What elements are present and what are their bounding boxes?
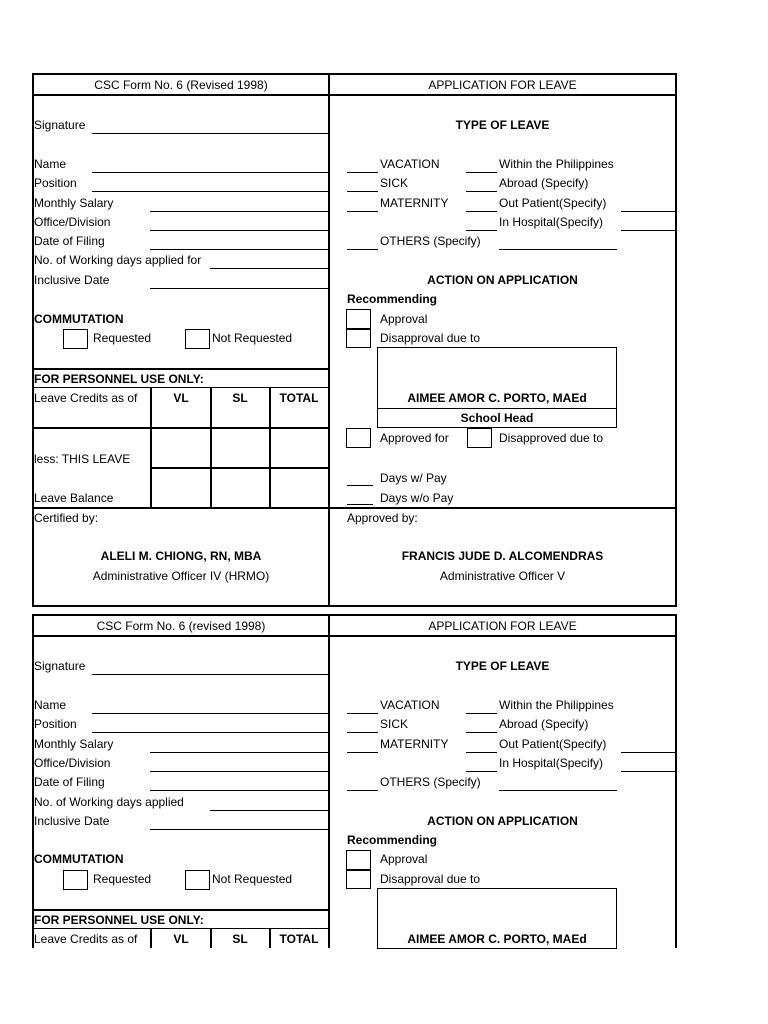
disapproval-checkbox[interactable] bbox=[346, 870, 371, 889]
sl-header: SL bbox=[232, 391, 248, 405]
position-line[interactable] bbox=[92, 191, 328, 192]
date-of-filing-label: Date of Filing bbox=[34, 234, 105, 248]
form2-total-col-left bbox=[269, 928, 271, 948]
disapproval-label: Disapproval due to bbox=[380, 872, 481, 886]
working-days-line[interactable] bbox=[210, 810, 328, 811]
commutation-title: COMMUTATION bbox=[34, 312, 124, 326]
others-label: OTHERS (Specify) bbox=[380, 234, 481, 248]
requested-label: Requested bbox=[93, 872, 152, 886]
inclusive-date-label: Inclusive Date bbox=[34, 273, 110, 287]
name-line[interactable] bbox=[92, 713, 328, 714]
sl-col-left bbox=[210, 387, 212, 508]
form2-top bbox=[32, 614, 677, 616]
certifier-name: ALELI M. CHIONG, RN, MBA bbox=[100, 549, 262, 563]
vl-header: VL bbox=[173, 391, 189, 405]
days-without-pay-blank[interactable] bbox=[347, 504, 373, 505]
form2-title: APPLICATION FOR LEAVE bbox=[428, 619, 577, 633]
school-head-name: AIMEE AMOR C. PORTO, MAEd bbox=[407, 932, 587, 946]
inclusive-date-line[interactable] bbox=[150, 288, 328, 289]
maternity-label: MATERNITY bbox=[380, 737, 449, 751]
approval-checkbox[interactable] bbox=[346, 309, 371, 329]
not-requested-checkbox[interactable] bbox=[185, 329, 210, 349]
inclusive-date-line[interactable] bbox=[150, 829, 328, 830]
form2-sl-col-left bbox=[210, 928, 212, 948]
days-without-pay-label: Days w/o Pay bbox=[380, 491, 454, 505]
abroad-blank[interactable] bbox=[466, 732, 497, 733]
position-line[interactable] bbox=[92, 732, 328, 733]
out-patient-specify-line[interactable] bbox=[621, 211, 675, 212]
within-ph-label: Within the Philippines bbox=[499, 157, 614, 171]
working-days-label: No. of Working days applied for bbox=[34, 253, 202, 267]
certified-by-label: Certified by: bbox=[34, 511, 99, 525]
vl-header: VL bbox=[173, 932, 189, 946]
monthly-salary-label: Monthly Salary bbox=[34, 196, 114, 210]
not-requested-label: Not Requested bbox=[212, 872, 293, 886]
maternity-label: MATERNITY bbox=[380, 196, 449, 210]
recommending-label: Recommending bbox=[347, 833, 438, 847]
vl-col-left bbox=[150, 387, 152, 508]
approval-label: Approval bbox=[380, 312, 428, 326]
less-row-rule bbox=[150, 467, 330, 469]
date-of-filing-line[interactable] bbox=[150, 790, 328, 791]
not-requested-checkbox[interactable] bbox=[185, 870, 210, 890]
total-header: TOTAL bbox=[279, 391, 319, 405]
in-hospital-specify-line[interactable] bbox=[621, 230, 675, 231]
abroad-label: Abroad (Specify) bbox=[499, 176, 589, 190]
personnel-rule bbox=[32, 387, 330, 388]
column-divider bbox=[328, 73, 330, 607]
in-hospital-label: In Hospital(Specify) bbox=[499, 215, 604, 229]
header-rule bbox=[32, 94, 677, 96]
others-blank[interactable] bbox=[347, 790, 378, 791]
sick-blank[interactable] bbox=[347, 191, 378, 192]
action-title: ACTION ON APPLICATION bbox=[427, 814, 578, 828]
disapproved-due-label: Disapproved due to bbox=[499, 431, 604, 445]
sick-label: SICK bbox=[380, 717, 409, 731]
date-of-filing-line[interactable] bbox=[150, 249, 328, 250]
working-days-line[interactable] bbox=[210, 268, 328, 269]
school-head-rule bbox=[377, 408, 617, 409]
office-division-label: Office/Division bbox=[34, 756, 111, 770]
maternity-blank[interactable] bbox=[347, 752, 378, 753]
form2-right bbox=[675, 614, 677, 948]
form2-personnel-rule bbox=[32, 928, 330, 929]
out-patient-label: Out Patient(Specify) bbox=[499, 737, 607, 751]
leave-balance-label: Leave Balance bbox=[34, 491, 114, 505]
approved-by-label: Approved by: bbox=[347, 511, 418, 525]
date-of-filing-label: Date of Filing bbox=[34, 775, 105, 789]
disapproval-label: Disapproval due to bbox=[380, 331, 481, 345]
out-patient-blank[interactable] bbox=[466, 211, 497, 212]
name-label: Name bbox=[34, 698, 67, 712]
school-head-title: School Head bbox=[460, 411, 534, 425]
credits-row-rule bbox=[32, 427, 330, 429]
disapproval-checkbox[interactable] bbox=[346, 329, 371, 348]
vacation-label: VACATION bbox=[380, 698, 440, 712]
sick-label: SICK bbox=[380, 176, 409, 190]
form-title: APPLICATION FOR LEAVE bbox=[428, 78, 577, 92]
out-patient-specify-line[interactable] bbox=[621, 752, 675, 753]
office-division-line[interactable] bbox=[150, 771, 328, 772]
sl-header: SL bbox=[232, 932, 248, 946]
vacation-blank[interactable] bbox=[347, 172, 378, 173]
inclusive-date-label: Inclusive Date bbox=[34, 814, 110, 828]
monthly-salary-line[interactable] bbox=[150, 752, 328, 753]
total-header: TOTAL bbox=[279, 932, 319, 946]
approved-for-checkbox[interactable] bbox=[346, 428, 371, 448]
sick-blank[interactable] bbox=[347, 732, 378, 733]
personnel-title: FOR PERSONNEL USE ONLY: bbox=[34, 372, 204, 386]
others-specify-line[interactable] bbox=[499, 790, 617, 791]
total-col-left bbox=[269, 387, 271, 508]
recommending-label: Recommending bbox=[347, 292, 438, 306]
within-ph-label: Within the Philippines bbox=[499, 698, 614, 712]
days-with-pay-blank[interactable] bbox=[347, 485, 373, 486]
requested-label: Requested bbox=[93, 331, 152, 345]
monthly-salary-line[interactable] bbox=[150, 211, 328, 212]
others-blank[interactable] bbox=[347, 249, 378, 250]
requested-checkbox[interactable] bbox=[63, 329, 88, 349]
signature-label: Signature bbox=[34, 659, 86, 673]
abroad-label: Abroad (Specify) bbox=[499, 717, 589, 731]
form2-personnel-top-rule bbox=[32, 909, 330, 911]
vacation-label: VACATION bbox=[380, 157, 440, 171]
others-specify-line[interactable] bbox=[499, 249, 617, 250]
working-days-label: No. of Working days applied bbox=[34, 795, 184, 809]
less-this-leave-label: less: THIS LEAVE bbox=[34, 452, 131, 466]
maternity-blank[interactable] bbox=[347, 211, 378, 212]
approver-name: FRANCIS JUDE D. ALCOMENDRAS bbox=[401, 549, 604, 563]
name-label: Name bbox=[34, 157, 67, 171]
name-line[interactable] bbox=[92, 172, 328, 173]
form-number: CSC Form No. 6 (Revised 1998) bbox=[94, 78, 268, 92]
others-label: OTHERS (Specify) bbox=[380, 775, 481, 789]
abroad-blank[interactable] bbox=[466, 191, 497, 192]
within-ph-blank[interactable] bbox=[466, 172, 497, 173]
form2-number: CSC Form No. 6 (revised 1998) bbox=[96, 619, 266, 633]
monthly-salary-label: Monthly Salary bbox=[34, 737, 114, 751]
out-patient-blank[interactable] bbox=[466, 752, 497, 753]
not-requested-label: Not Requested bbox=[212, 331, 293, 345]
type-of-leave-title: TYPE OF LEAVE bbox=[455, 659, 550, 673]
approval-checkbox[interactable] bbox=[346, 850, 371, 870]
action-title: ACTION ON APPLICATION bbox=[427, 273, 578, 287]
vacation-blank[interactable] bbox=[347, 713, 378, 714]
office-division-label: Office/Division bbox=[34, 215, 111, 229]
signature-line[interactable] bbox=[92, 674, 328, 675]
commutation-title: COMMUTATION bbox=[34, 852, 124, 866]
office-division-line[interactable] bbox=[150, 230, 328, 231]
form2-vl-col-left bbox=[150, 928, 152, 948]
school-head-name: AIMEE AMOR C. PORTO, MAEd bbox=[407, 391, 587, 405]
days-with-pay-label: Days w/ Pay bbox=[380, 471, 447, 485]
approval-label: Approval bbox=[380, 852, 428, 866]
in-hospital-label: In Hospital(Specify) bbox=[499, 756, 604, 770]
personnel-top-rule bbox=[32, 368, 330, 370]
in-hospital-blank[interactable] bbox=[466, 230, 497, 231]
certifier-title: Administrative Officer IV (HRMO) bbox=[92, 569, 270, 583]
disapproved-due-checkbox[interactable] bbox=[467, 428, 492, 448]
personnel-title: FOR PERSONNEL USE ONLY: bbox=[34, 913, 204, 927]
type-of-leave-title: TYPE OF LEAVE bbox=[455, 118, 550, 132]
signature-line[interactable] bbox=[92, 133, 328, 134]
approver-title: Administrative Officer V bbox=[439, 569, 566, 583]
out-patient-label: Out Patient(Specify) bbox=[499, 196, 607, 210]
position-label: Position bbox=[34, 176, 77, 190]
signatory-rule bbox=[32, 507, 677, 509]
form2-header-rule bbox=[32, 635, 677, 637]
approved-for-label: Approved for bbox=[380, 431, 449, 445]
in-hospital-blank[interactable] bbox=[466, 771, 497, 772]
leave-credits-label: Leave Credits as of bbox=[34, 932, 138, 946]
signature-label: Signature bbox=[34, 118, 86, 132]
within-ph-blank[interactable] bbox=[466, 713, 497, 714]
position-label: Position bbox=[34, 717, 77, 731]
in-hospital-specify-line[interactable] bbox=[621, 771, 675, 772]
requested-checkbox[interactable] bbox=[63, 870, 88, 890]
leave-credits-label: Leave Credits as of bbox=[34, 391, 138, 405]
